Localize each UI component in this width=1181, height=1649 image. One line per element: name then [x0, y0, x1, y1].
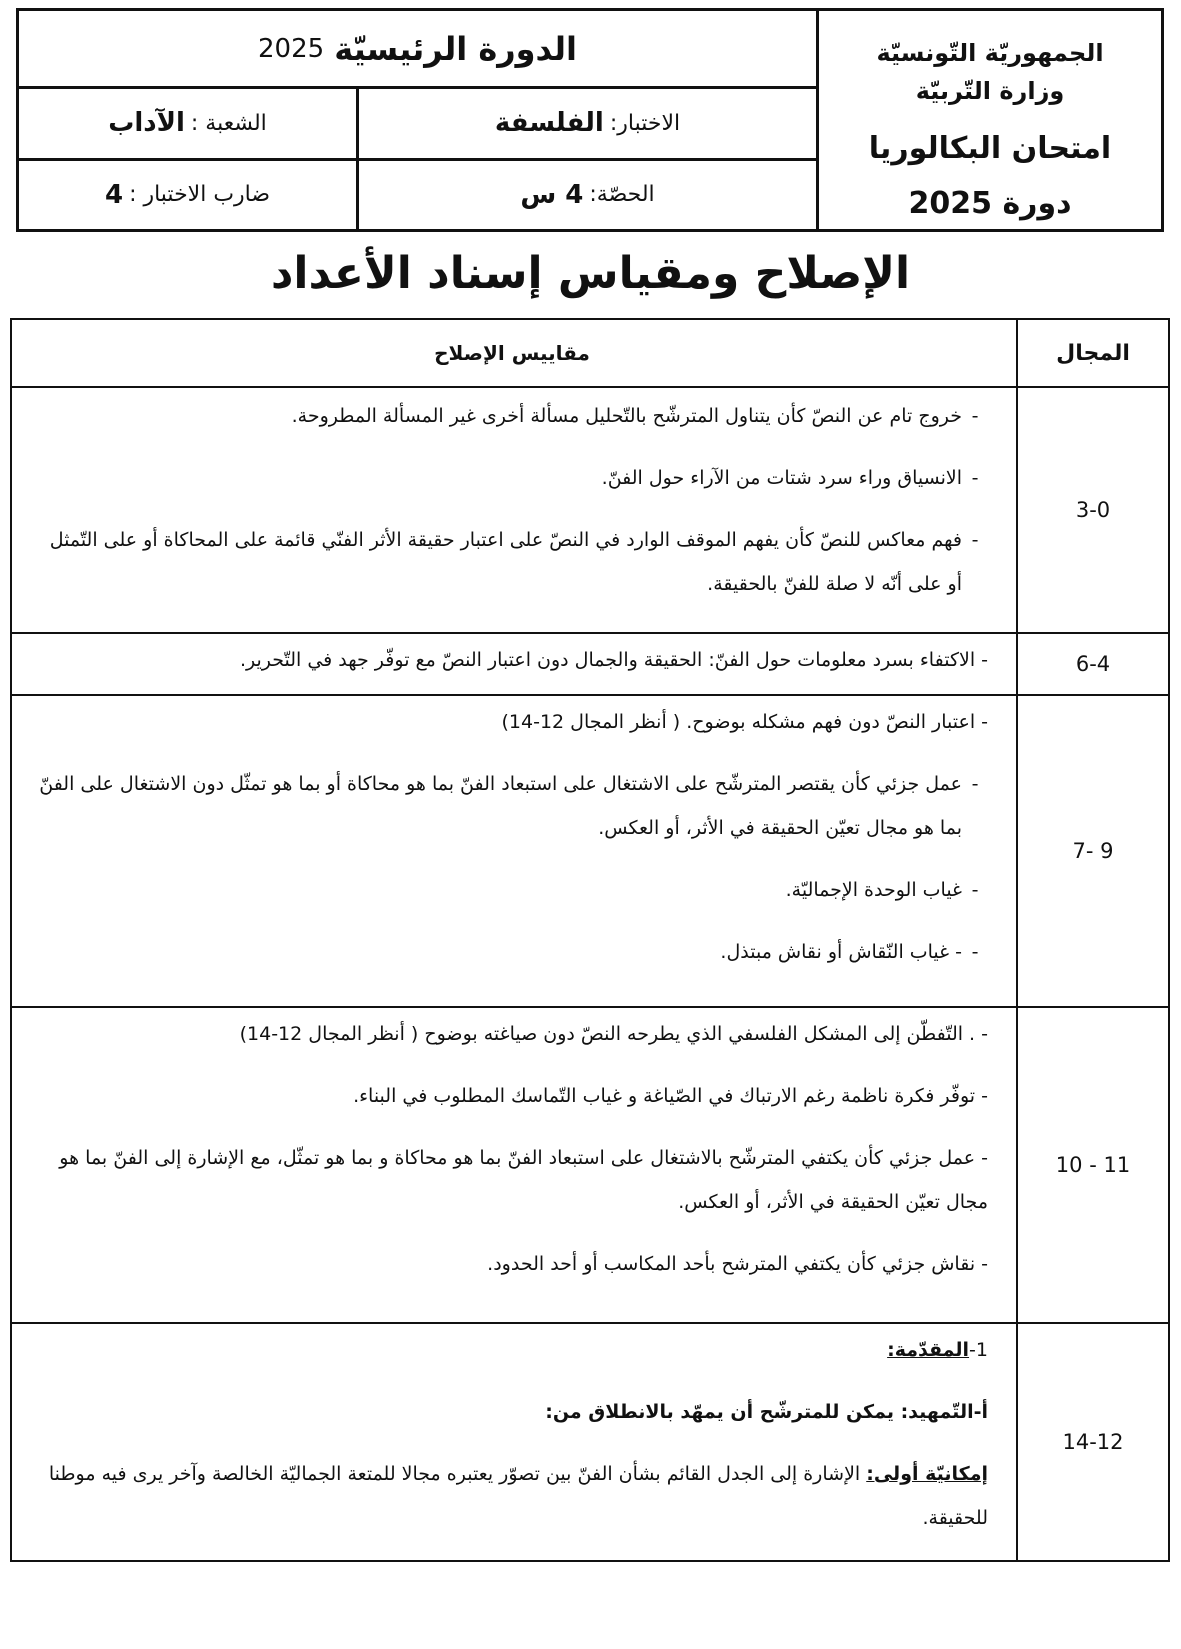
table-row: [12, 1008, 1168, 1324]
criterion-text: فهم معاكس للنصّ كأن يفهم الموقف الوارد في النصّ على اعتبار حقيقة الأثر الفنّي قائمة على المحاكاة أو على التّمثل أو على أنّه لا صلة للفنّ بالحقيقة.: [49, 529, 962, 595]
criterion-item: [36, 1136, 988, 1224]
bullet-dash: -: [971, 529, 979, 551]
criterion-text: - توفّر فكرة ناظمة رغم الارتباك في الصّياغة و غياب التّماسك المطلوب في البناء.: [353, 1085, 988, 1107]
intro-heading: [36, 1328, 988, 1372]
domain-cell: 6-4: [1016, 634, 1168, 694]
criterion-text: - الاكتفاء بسرد معلومات حول الفنّ: الحقيقة والجمال دون اعتبار النصّ مع توفّر جهد في التّحرير.: [239, 649, 988, 671]
criterion-item: [36, 1012, 988, 1056]
header-row-duration: [19, 161, 816, 230]
intro-number: 1-: [969, 1339, 988, 1361]
coefficient-label: ضارب الاختبار :: [129, 182, 271, 208]
criterion-item: [36, 1074, 988, 1118]
header-details: [19, 11, 816, 229]
domain-cell: 14-12: [1016, 1324, 1168, 1560]
duration-cell: [356, 161, 816, 230]
criterion-item: [36, 1242, 988, 1286]
criteria-cell: [12, 388, 1016, 632]
exam-name: امتحان البكالوريا: [868, 131, 1112, 166]
sub-label-text: أ-التّمهيد: يمكن للمترشّح أن يمهّد بالانطلاق من:: [545, 1401, 988, 1423]
ministry-name: وزارة التّربيّة: [915, 77, 1065, 105]
domain-cell: 11 - 10: [1016, 1008, 1168, 1322]
republic-name: الجمهوريّة التّونسيّة: [876, 39, 1104, 67]
criteria-cell: [12, 1324, 1016, 1560]
duration-value: 4 س: [520, 179, 584, 210]
domain-cell: 3-0: [1016, 388, 1168, 632]
main-session-year: 2025: [258, 33, 325, 64]
bullet-dash: -: [971, 879, 979, 901]
bullet-dash: -: [971, 405, 979, 427]
table-header-row: [12, 320, 1168, 388]
column-header-criteria: مقاييس الإصلاح: [434, 341, 590, 365]
table-row: [12, 696, 1168, 1008]
option-item: [36, 1452, 988, 1540]
grading-table: [10, 318, 1170, 1562]
duration-label: الحصّة:: [589, 182, 655, 208]
section-cell: [19, 89, 356, 158]
main-session: [19, 11, 816, 89]
subject-cell: [356, 89, 816, 158]
criterion-item: [36, 456, 988, 500]
criterion-text: - غياب النّقاش أو نقاش مبتذل.: [720, 941, 962, 963]
coefficient-value: 4: [104, 179, 124, 210]
criteria-cell: [12, 696, 1016, 1006]
table-row: [12, 634, 1168, 696]
intro-title: المقدّمة:: [887, 1339, 970, 1361]
criterion-text: الانسياق وراء سرد شتات من الآراء حول الفنّ.: [601, 467, 962, 489]
criteria-cell: [12, 1008, 1016, 1322]
criterion-item: [36, 394, 988, 438]
criterion-item: [36, 700, 988, 744]
criterion-item: [36, 518, 988, 606]
header-row-subject: [19, 89, 816, 161]
criteria-cell: [12, 634, 1016, 694]
intro-sub-label: [36, 1390, 988, 1434]
criterion-text: - . التّفطّن إلى المشكل الفلسفي الذي يطرحه النصّ دون صياغته بوضوح ( أنظر المجال 12-14): [239, 1023, 988, 1045]
header-institution: [816, 11, 1161, 229]
criterion-item: [36, 762, 988, 850]
option-label: إمكانيّة أولى:: [866, 1463, 988, 1485]
table-row: [12, 1324, 1168, 1560]
page-title: الإصلاح ومقياس إسناد الأعداد: [270, 248, 911, 299]
coefficient-cell: [19, 161, 356, 230]
main-session-label: الدورة الرئيسيّة: [334, 29, 577, 68]
criterion-text: غياب الوحدة الإجماليّة.: [785, 879, 962, 901]
domain-cell: 9 -7: [1016, 696, 1168, 1006]
section-label: الشعبة :: [190, 110, 267, 136]
criterion-text: - عمل جزئي كأن يكتفي المترشّح بالاشتغال على استبعاد الفنّ بما هو محاكاة و بما هو تمثّل، مع الإشارة إلى الفنّ بما هو مجال تعيّن الحقيقة في الأثر، أو العكس.: [59, 1147, 988, 1213]
exam-header: [16, 8, 1164, 232]
criterion-text: - اعتبار النصّ دون فهم مشكله بوضوح. ( أنظر المجال 12-14): [501, 711, 988, 733]
table-row: [12, 388, 1168, 634]
bullet-dash: -: [971, 467, 979, 489]
criterion-item: [36, 868, 988, 912]
criterion-text: عمل جزئي كأن يقتصر المترشّح على الاشتغال على استبعاد الفنّ بما هو محاكاة أو بما هو تمثّل دون الاشتغال على الفنّ بما هو مجال تعيّن الحقيقة في الأثر، أو العكس.: [39, 773, 962, 839]
criterion-text: خروج تام عن النصّ كأن يتناول المترشّح بالتّحليل مسألة أخرى غير المسألة المطروحة.: [291, 405, 962, 427]
criterion-text: - نقاش جزئي كأن يكتفي المترشح بأحد المكاسب أو أحد الحدود.: [487, 1253, 988, 1275]
criterion-item: [36, 638, 988, 682]
option-text: الإشارة إلى الجدل القائم بشأن الفنّ بين تصوّر يعتبره مجالا للمتعة الجماليّة الخالصة وآخر يرى فيه موطنا للحقيقة.: [48, 1463, 988, 1529]
bullet-dash: -: [971, 773, 979, 795]
column-header-domain: المجال: [1016, 320, 1168, 386]
criterion-item: [36, 930, 988, 974]
exam-session: دورة 2025: [908, 186, 1072, 221]
section-value: الآداب: [108, 108, 185, 139]
bullet-dash: -: [971, 941, 979, 963]
subject-label: الاختبار:: [609, 110, 681, 136]
subject-value: الفلسفة: [494, 108, 604, 139]
